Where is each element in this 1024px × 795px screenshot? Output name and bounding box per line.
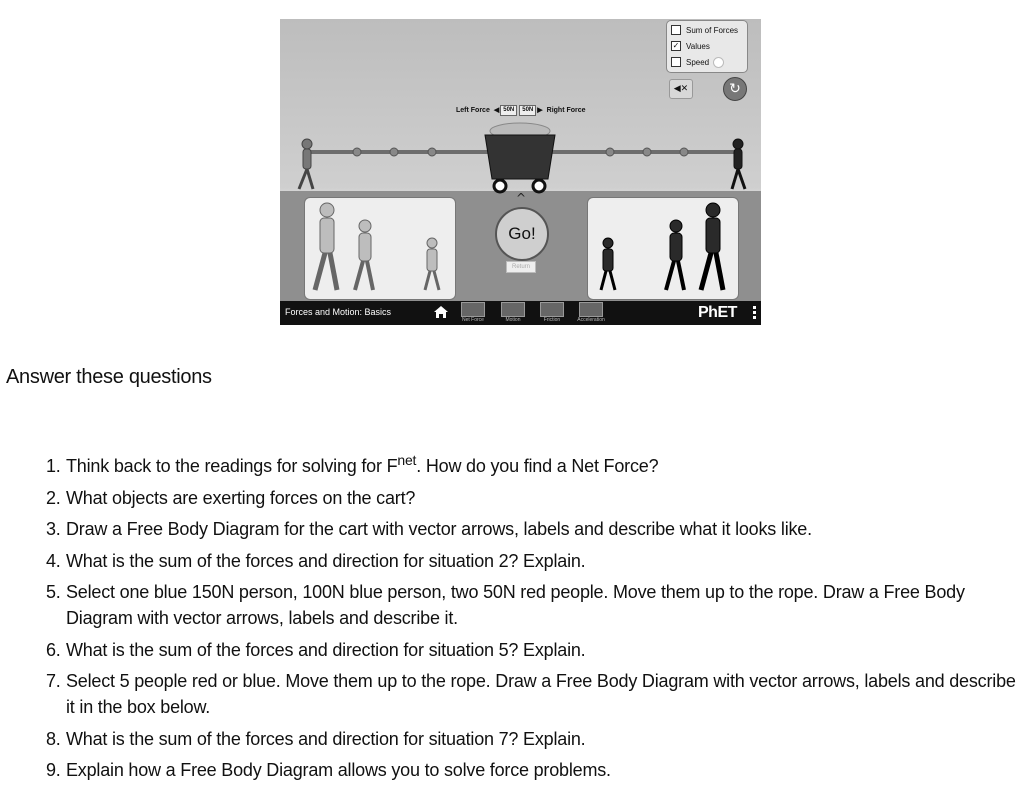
home-icon[interactable] [433, 305, 449, 319]
list-item: 3. Draw a Free Body Diagram for the cart with vector arrows, labels and describe what it looks like. [46, 519, 812, 539]
right-force-value: 50N [519, 105, 536, 116]
mute-icon[interactable]: ◀✕ [669, 79, 693, 99]
speedometer-icon [713, 57, 724, 68]
sum-of-forces-checkbox[interactable]: Sum of Forces [671, 24, 738, 36]
question-list [46, 453, 1016, 789]
right-force-label: Right Force [546, 106, 586, 114]
list-item: 9. Explain how a Free Body Diagram allows you to solve force problems. [46, 760, 611, 780]
options-panel [666, 20, 748, 73]
list-item: 1. Think back to the readings for solving for $F^{net}$. How do you find a Net Force? [46, 452, 659, 476]
cart [485, 123, 555, 192]
sim-title: Forces and Motion: Basics [285, 307, 392, 317]
force-labels: Left Force ◀ 50N 50N ▶ Right Force [456, 106, 586, 114]
right-people-panel [587, 197, 739, 300]
phet-logo: PhET [698, 304, 737, 321]
left-force-value: 50N [500, 105, 517, 116]
list-item: 8. What is the sum of the forces and direction for situation 7? Explain. [46, 728, 586, 749]
list-item: 4. What is the sum of the forces and direction for situation 2? Explain. [46, 550, 586, 571]
left-puller-figure [299, 139, 313, 189]
navigation-bar [280, 301, 761, 325]
return-button[interactable]: Return [506, 261, 536, 273]
reset-icon[interactable]: ↻ [723, 77, 747, 101]
right-puller-figure [732, 139, 745, 189]
right-people-figures[interactable] [588, 198, 738, 299]
list-item: 7. Select 5 people red or blue. Move them up to the rope. Draw a Free Body Diagram with vector arrows, labels and describe it in the box below. [46, 671, 1016, 717]
left-people-panel [304, 197, 456, 300]
section-heading: Answer these questions [6, 366, 212, 388]
speed-checkbox[interactable]: Speed [671, 56, 724, 68]
tab-motion[interactable]: Motion [498, 302, 528, 324]
caret-up-icon: ^ [516, 191, 527, 205]
tab-friction[interactable]: Friction [537, 302, 567, 324]
tab-net-force[interactable]: Net Force [458, 302, 488, 324]
menu-icon[interactable] [753, 306, 756, 321]
tab-acceleration[interactable]: Acceleration [576, 302, 606, 324]
values-checkbox[interactable]: ✓ Values [672, 41, 710, 51]
list-item: 6. What is the sum of the forces and direction for situation 5? Explain. [46, 639, 586, 660]
list-item: 5. Select one blue 150N person, 100N blue person, two 50N red people. Move them up to the rope. Draw a Free Body Diagram with vector arrows, labels and describe it. [46, 582, 965, 628]
list-item: 2. What objects are exerting forces on the cart? [46, 487, 416, 508]
phet-simulation [280, 19, 761, 325]
left-force-label: Left Force [456, 106, 490, 114]
go-button[interactable]: Go! [495, 207, 549, 261]
left-people-figures[interactable] [305, 198, 455, 299]
